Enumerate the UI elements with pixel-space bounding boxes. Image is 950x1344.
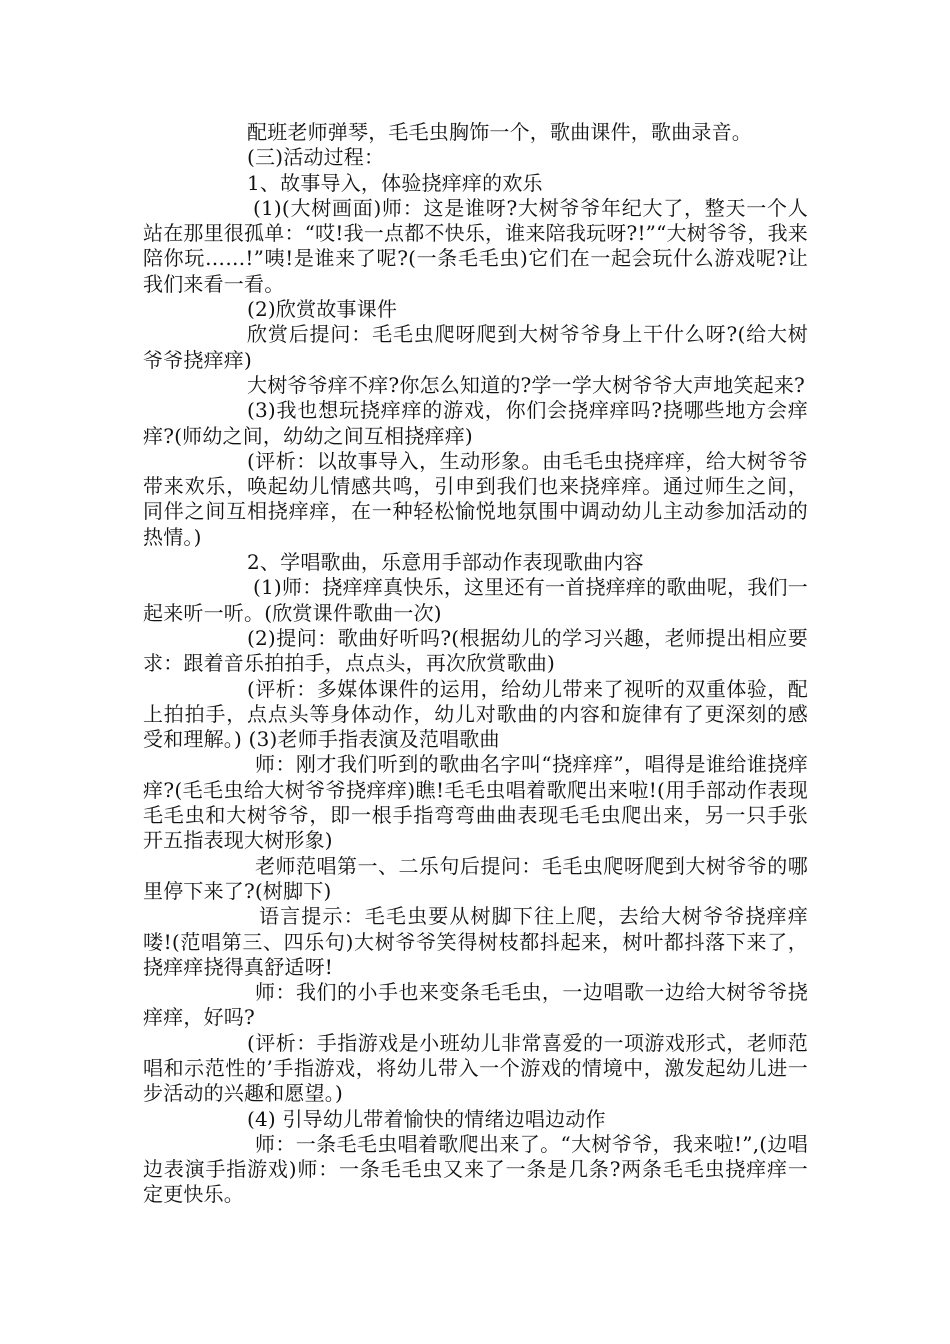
paragraph-watch-story: (2)欣赏故事课件 — [247, 297, 398, 322]
paragraph-commentary-1: (评析：以故事导入，生动形象。由毛毛虫挠痒痒，给大树爷爷带来欢乐，唤起幼儿情感共鸣，引申到我们也来挠痒痒。通过师生之间，同伴之间互相挠痒痒，在一种轻松愉悦地氛围中调动幼儿主动参加活动的热情。) — [143, 448, 808, 549]
paragraph-question-after-story: 欣赏后提问：毛毛虫爬呀爬到大树爷爷身上干什么呀?(给大树爷爷挠痒痒) — [143, 322, 808, 372]
step-heading-story-intro: 1、故事导入，体验挠痒痒的欢乐 — [247, 170, 543, 195]
paragraph-story-intro: (1)(大树画面)师：这是谁呀?大树爷爷年纪大了，整天一个人站在那里很孤单：“哎!我一点都不快乐，谁来陪我玩呀?!”“大树爷爷，我来陪你玩……!”咦!是谁来了呢?(一条毛毛虫)它们在一起会玩什么游戏呢?让我们来看一看。 — [143, 195, 808, 296]
paragraph-language-hint: 语言提示：毛毛虫要从树脚下往上爬，去给大树爷爷挠痒痒喽!(范唱第三、四乐句)大树爷爷笑得树枝都抖起来，树叶都抖落下来了，挠痒痒挠得真舒适呀! — [143, 904, 808, 979]
step-heading-learn-song: 2、学唱歌曲，乐意用手部动作表现歌曲内容 — [247, 550, 644, 575]
paragraph-laugh: 大树爷爷痒不痒?你怎么知道的?学一学大树爷爷大声地笑起来? — [247, 372, 805, 397]
paragraph-materials: 配班老师弹琴，毛毛虫胸饰一个，歌曲课件，歌曲录音。 — [247, 120, 752, 144]
document-body — [143, 120, 808, 1208]
paragraph-commentary-3: (评析：手指游戏是小班幼儿非常喜爱的一项游戏形式，老师范唱和示范性的’手指游戏，将幼儿带入一个游戏的情境中，激发起幼儿进一步活动的兴趣和愿望。) — [143, 1030, 808, 1106]
paragraph-teacher-finger-play: 师：刚才我们听到的歌曲名字叫“挠痒痒”，唱得是谁给谁挠痒痒?(毛毛虫给大树爷爷挠痒痒)瞧!毛毛虫唱着歌爬出来啦!(用手部动作表现毛毛虫和大树爷爷，即一根手指弯弯曲曲表现毛毛虫爬出来，另一只手张开五指表现大树形象) — [143, 752, 808, 853]
paragraph-caterpillar-count: 师：一条毛毛虫唱着歌爬出来了。“大树爷爷，我来啦!”,(边唱边表演手指游戏)师：一条毛毛虫又来了一条是几条?两条毛毛虫挠痒痒一定更快乐。 — [143, 1131, 808, 1207]
paragraph-guide-children: (4) 引导幼儿带着愉快的情绪边唱边动作 — [247, 1106, 606, 1131]
paragraph-tickle-game: (3)我也想玩挠痒痒的游戏，你们会挠痒痒吗?挠哪些地方会痒痒?(师幼之间，幼幼之间互相挠痒痒) — [143, 398, 808, 448]
paragraph-listen-song: (1)师：挠痒痒真快乐，这里还有一首挠痒痒的歌曲呢，我们一起来听一听。(欣赏课件歌曲一次) — [143, 575, 808, 625]
paragraph-demo-singing: 老师范唱第一、二乐句后提问：毛毛虫爬呀爬到大树爷爷的哪里停下来了?(树脚下) — [143, 853, 808, 903]
paragraph-hands-caterpillar: 师：我们的小手也来变条毛毛虫，一边唱歌一边给大树爷爷挠痒痒，好吗? — [143, 980, 808, 1030]
section-heading-activity-process: (三)活动过程： — [247, 145, 385, 170]
paragraph-ask-song: (2)提问：歌曲好听吗?(根据幼儿的学习兴趣，老师提出相应要求：跟着音乐拍拍手，点点头，再次欣赏歌曲) — [143, 625, 808, 676]
paragraph-commentary-2: (评析：多媒体课件的运用，给幼儿带来了视听的双重体验，配上拍拍手，点点头等身体动作，幼儿对歌曲的内容和旋律有了更深刻的感受和理解。) (3)老师手指表演及范唱歌曲 — [143, 676, 808, 752]
